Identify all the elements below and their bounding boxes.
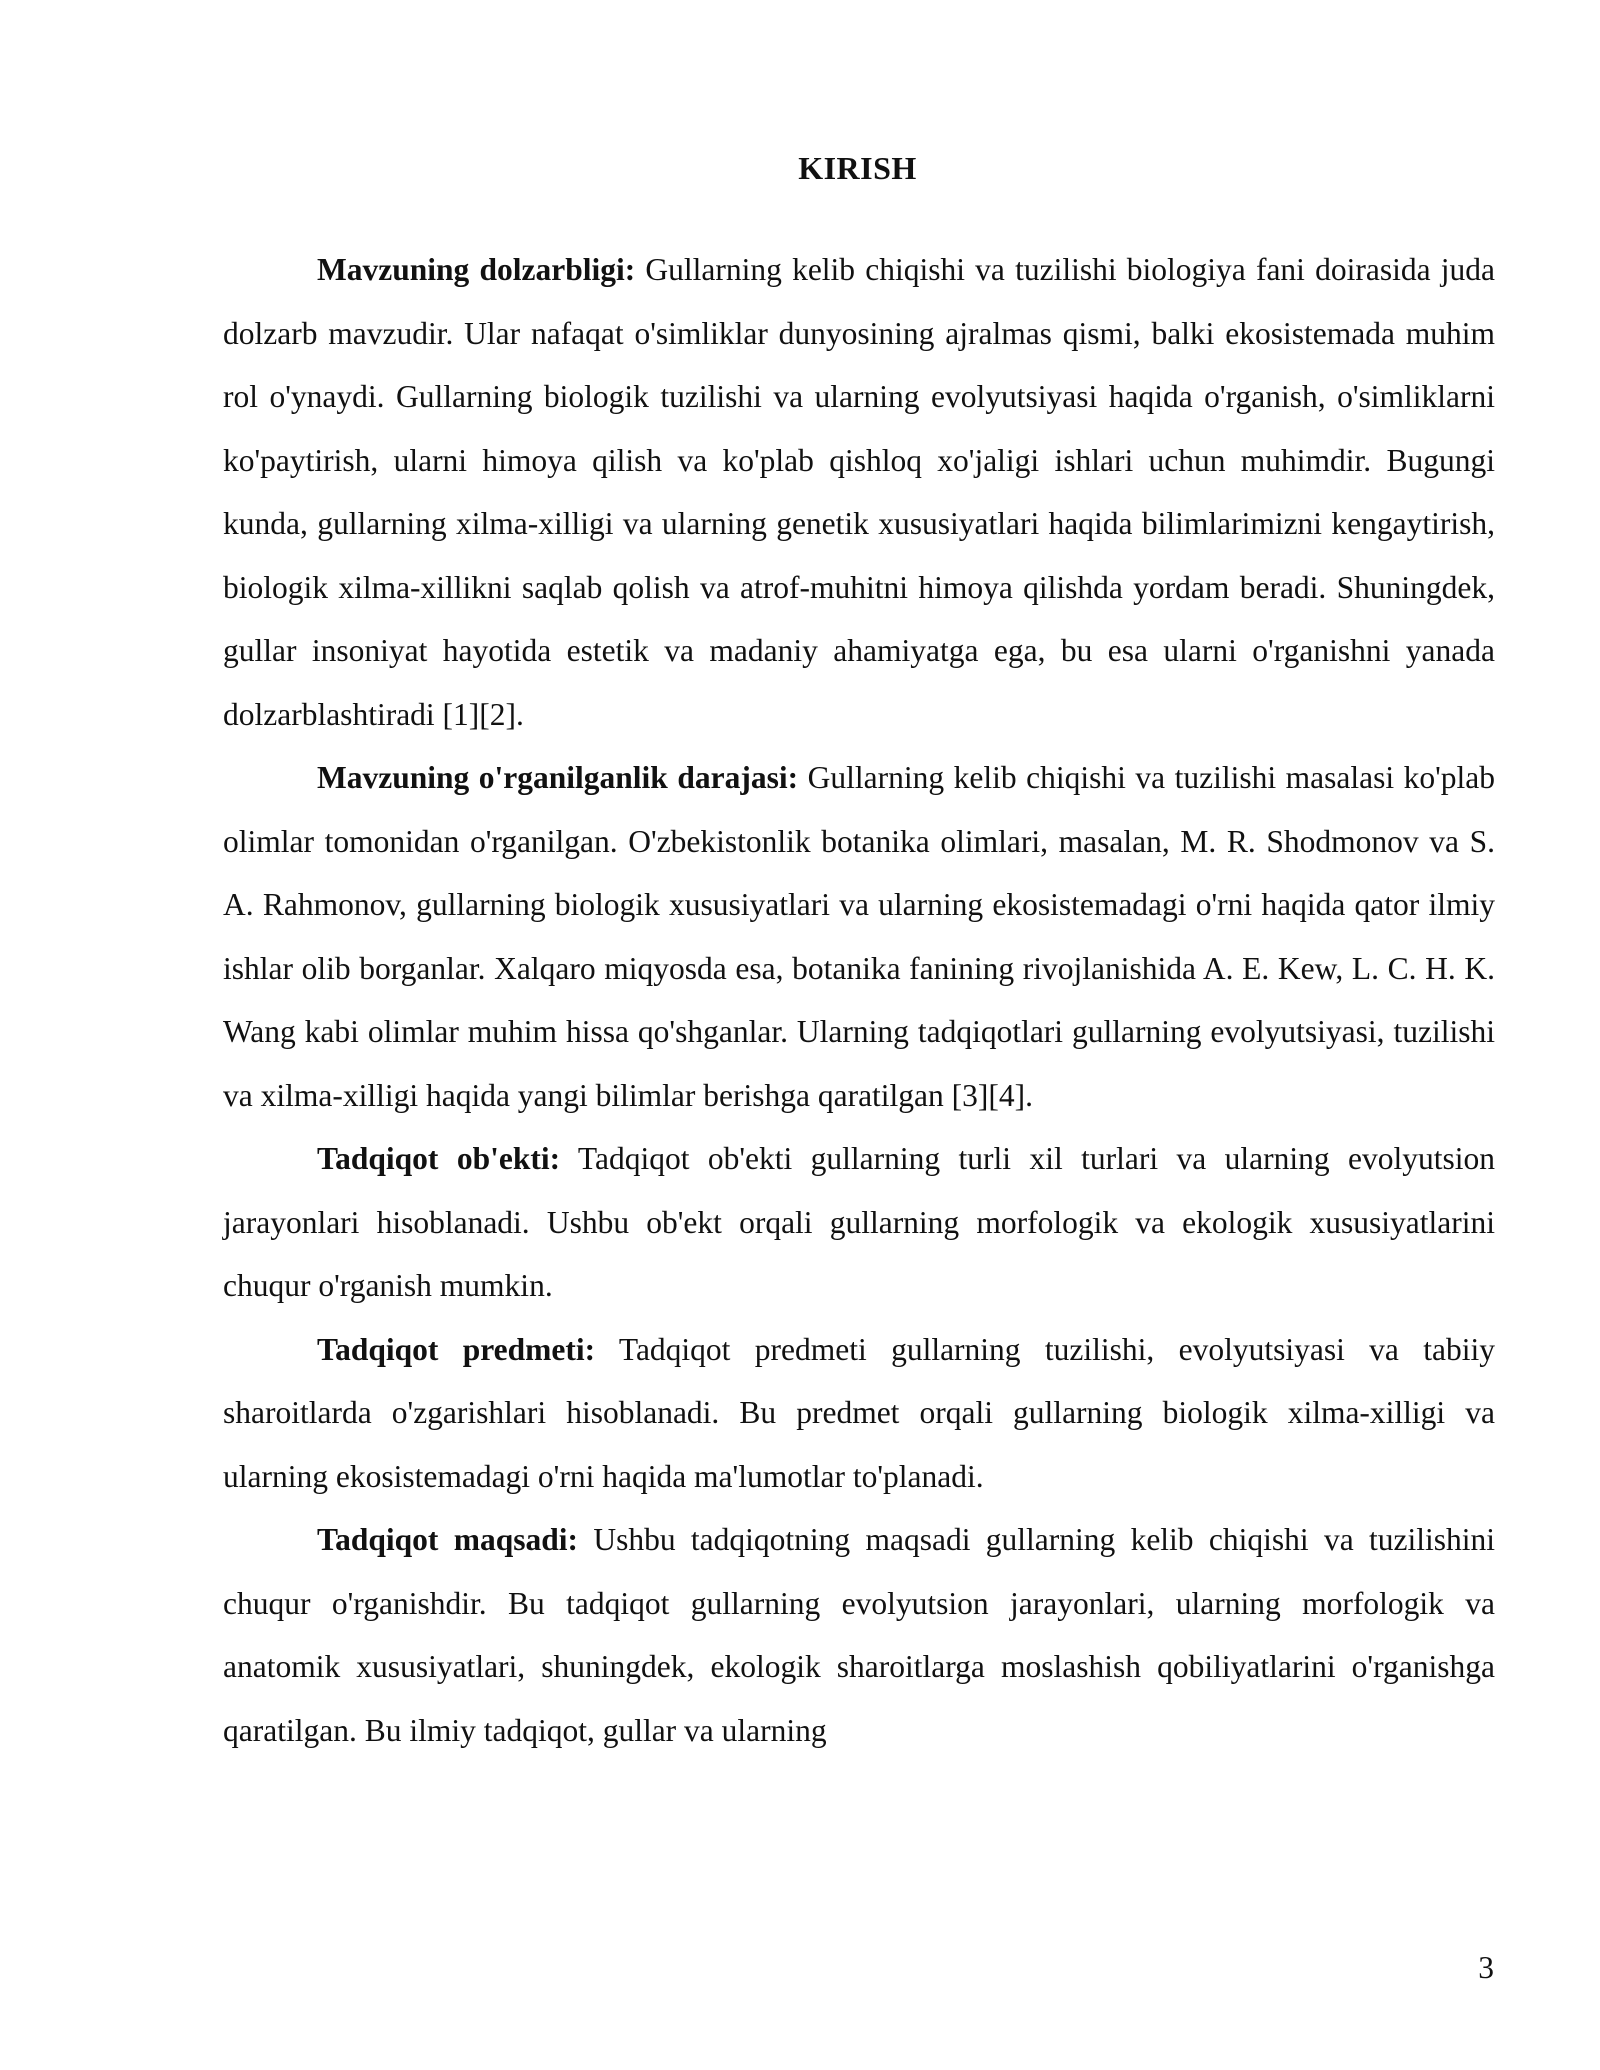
paragraph-text: Gullarning kelib chiqishi va tuzilishi masalasi ko'plab olimlar tomonidan o'rganilgan. O'zbekistonlik botanika olimlari, masalan, M. R. Shodmonov va S. A. Rahmonov, gullarning biologik xususiyatlari va ularning ekosistemadagi o'rni haqida qator ilmiy ishlar olib borganlar. Xalqaro miqyosda esa, botanika fanining rivojlanishida A. E. Kew, L. C. H. K. Wang kabi olimlar muhim hissa qo'shganlar. Ularning tadqiqotlari gullarning evolyutsiyasi, tuzilishi va xilma-xilligi haqida yangi bilimlar berishga qaratilgan [3][4]. bbox=[223, 760, 1495, 1113]
paragraph-text: Gullarning kelib chiqishi va tuzilishi biologiya fani doirasida juda dolzarb mavzudir. Ular nafaqat o'simliklar dunyosining ajralmas qismi, balki ekosistemada muhim rol o'ynaydi. Gullarning biologik tuzilishi va ularning evolyutsiyasi haqida o'rganish, o'simliklarni ko'paytirish, ularni himoya qilish va ko'plab qishloq xo'jaligi ishlari uchun muhimdir. Bugungi kunda, gullarning xilma-xilligi va ularning genetik xususiyatlari haqida bilimlarimizni kengaytirish, biologik xilma-xillikni saqlab qolish va atrof-muhitni himoya qilishda yordam beradi. Shuningdek, gullar insoniyat hayotida estetik va madaniy ahamiyatga ega, bu esa ularni o'rganishni yanada dolzarblashtiradi [1][2]. bbox=[223, 252, 1495, 732]
paragraph-text: Tadqiqot predmeti gullarning tuzilishi, evolyutsiyasi va tabiiy sharoitlarda o'zgarishlari hisoblanadi. Bu predmet orqali gullarning biologik xilma-xilligi va ularning ekosistemadagi o'rni haqida ma'lumotlar to'planadi. bbox=[223, 1331, 1495, 1494]
paragraph-organilganlik bbox=[223, 746, 1495, 1127]
page-title: KIRISH bbox=[798, 150, 917, 186]
page-number: 3 bbox=[1478, 1950, 1494, 1985]
paragraph-maqsadi bbox=[223, 1508, 1495, 1762]
paragraph-lead: Tadqiqot predmeti: bbox=[317, 1331, 596, 1367]
paragraph-lead: Tadqiqot ob'ekti: bbox=[317, 1141, 561, 1176]
paragraph-dolzarbligi bbox=[223, 238, 1495, 746]
paragraph-obekti bbox=[223, 1127, 1495, 1318]
paragraph-text: Ushbu tadqiqotning maqsadi gullarning kelib chiqishi va tuzilishini chuqur o'rganishdir. Bu tadqiqot gullarning evolyutsion jarayonlari, ularning morfologik va anatomik xususiyatlari, shuningdek, ekologik sharoitlarga moslashish qobiliyatlarini o'rganishga qaratilgan. Bu ilmiy tadqiqot, gullar va ularning bbox=[223, 1522, 1495, 1748]
paragraph-text: Tadqiqot ob'ekti gullarning turli xil turlari va ularning evolyutsion jarayonlari hisoblanadi. Ushbu ob'ekt orqali gullarning morfologik va ekologik xususiyatlarini chuqur o'rganish mumkin. bbox=[223, 1141, 1495, 1303]
body-text bbox=[223, 238, 1495, 1762]
paragraph-predmeti bbox=[223, 1318, 1495, 1509]
paragraph-lead: Mavzuning o'rganilganlik darajasi: bbox=[317, 760, 799, 795]
paragraph-lead: Tadqiqot maqsadi: bbox=[317, 1522, 579, 1557]
paragraph-lead: Mavzuning dolzarbligi: bbox=[317, 252, 636, 287]
